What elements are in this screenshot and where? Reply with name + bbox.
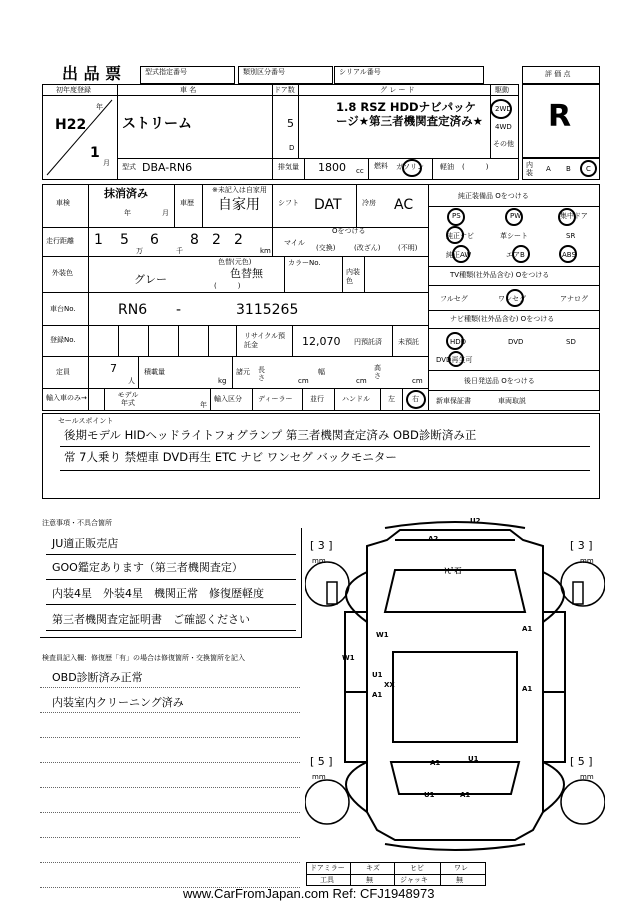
int-c-circle xyxy=(580,160,597,177)
grade-label: グ レ ー ド xyxy=(380,86,415,94)
post-manual: 車両取説 xyxy=(498,397,526,405)
damage-label: U1 xyxy=(372,671,383,679)
capacity-label: 定員 xyxy=(56,368,70,376)
tire-rl-mm: mm xyxy=(312,773,326,781)
class-code-field: 類別区分番号 xyxy=(238,66,333,84)
mileage-label: 走行距離 xyxy=(46,237,74,245)
door-mirror-label: ドアミラー xyxy=(310,864,345,872)
history-value: 自家用 xyxy=(218,197,260,213)
diesel-label: 軽油 xyxy=(440,163,454,171)
break-label: ワレ xyxy=(454,864,468,872)
inspect-year: 年 xyxy=(124,209,131,217)
equip-abs-circle xyxy=(559,245,577,263)
scratch-label: キズ xyxy=(366,864,380,872)
first-reg-year: H22 xyxy=(55,117,87,133)
car-name-label: 車 名 xyxy=(180,86,197,94)
first-reg-label: 初年度登録 xyxy=(56,86,91,94)
equip-airbag: エアB xyxy=(506,251,525,259)
tools-label: 工具 xyxy=(320,876,334,884)
jack-value: 無 xyxy=(456,876,463,884)
page-title: 出 品 票 xyxy=(62,64,122,83)
equip-leather: 革シート xyxy=(500,232,528,240)
unknown-option: (不明) xyxy=(398,244,418,252)
drive-2wd-circle xyxy=(490,99,512,119)
equip-alloy: 純正AW xyxy=(446,251,472,259)
tire-fl-depth: 3 xyxy=(317,539,325,552)
inspector-note: OBD診断済み正常 xyxy=(52,671,143,684)
navi-title: ナビ種類(社外品含む) Oをつける xyxy=(450,315,555,323)
doors-value: 5 xyxy=(287,117,294,130)
dvd-playback: DVD再生可 xyxy=(436,356,473,364)
model-code-field: 型式指定番号 xyxy=(140,66,235,84)
post-warranty: 新車保証書 xyxy=(436,397,471,405)
cc-unit: cc xyxy=(356,167,364,175)
history-note: ※未記入は自家用 xyxy=(212,186,267,194)
sales-line-2: 常 7人乗り 禁煙車 DVD再生 ETC ナビ ワンセグ バックモニター xyxy=(64,450,397,464)
disp-label: 排気量 xyxy=(278,163,299,171)
import-label: 輸入車のみ→ xyxy=(46,394,87,402)
tire-rl-depth: 5 xyxy=(317,755,325,768)
drive-4wd: 4WD xyxy=(495,123,512,131)
equip-ps: PS xyxy=(452,212,461,220)
ac-label: 冷房 xyxy=(362,199,376,207)
mileage-digit: 6 xyxy=(150,232,159,248)
history-label: 車歴 xyxy=(180,199,194,207)
color-no-label: カラーNo. xyxy=(288,259,321,267)
doors-label: ドア数 xyxy=(274,86,295,94)
shift-label: シフト xyxy=(278,199,299,207)
model-label: 型式 xyxy=(122,163,136,171)
color-change-value: 色替無 xyxy=(230,267,263,280)
handle-right: 右 xyxy=(412,395,419,403)
post-title: 後日発送品 Oをつける xyxy=(464,377,535,385)
grade-value: 1.8 RSZ HDDナビパッケージ★第三者機関査定済み★ xyxy=(336,100,483,128)
inspect-month: 月 xyxy=(162,209,169,217)
dealer-option: ディーラー xyxy=(258,395,293,403)
height-label: 高さ xyxy=(374,364,381,380)
car-diagram xyxy=(305,512,605,857)
dvd-playback-circle xyxy=(448,351,464,367)
km-unit: km xyxy=(260,247,271,255)
chassis-number: 3115265 xyxy=(236,302,299,318)
bracket: [ xyxy=(570,539,575,552)
ac-value: AC xyxy=(394,197,414,213)
recycle-unpaid: 未預託 xyxy=(398,338,419,346)
fuel-circle xyxy=(402,159,422,177)
int-c: C xyxy=(586,165,591,173)
car-name: ストリーム xyxy=(122,116,192,132)
tire-rr-mm: mm xyxy=(580,773,594,781)
length-cm: cm xyxy=(298,377,309,385)
diesel-paren: ( ) xyxy=(462,163,489,171)
tire-fl-mm: mm xyxy=(312,557,326,565)
note-item: GOO鑑定あります（第三者機関査定） xyxy=(52,561,243,574)
notes-label: 注意事項・不具合箇所 xyxy=(42,519,112,527)
damage-label: A1 xyxy=(460,791,471,799)
tv-fullseg: フルセグ xyxy=(440,295,468,303)
chassis-dash: - xyxy=(176,302,182,318)
damage-label: XX xyxy=(384,681,395,689)
equip-title: 純正装備品 Oをつける xyxy=(458,192,529,200)
damage-label: U1 xyxy=(424,791,435,799)
width-cm: cm xyxy=(356,377,367,385)
equip-pw-circle xyxy=(505,208,523,226)
equip-ps-circle xyxy=(447,208,465,226)
damage-label: U1 xyxy=(468,755,479,763)
model-value: DBA-RN6 xyxy=(142,161,193,174)
navi-sd: SD xyxy=(566,338,576,346)
mileage-digit: 8 xyxy=(190,232,199,248)
damage-label: W1 xyxy=(376,631,389,639)
dims-label: 諸元 xyxy=(236,368,250,376)
kg-unit: kg xyxy=(218,377,227,385)
chassis-prefix: RN6 xyxy=(118,302,148,318)
exchange-option: (交換) xyxy=(316,244,336,252)
equip-navi: 純正ナビ xyxy=(446,232,474,240)
recycle-value: 12,070 xyxy=(302,335,341,348)
capacity-value: 7 xyxy=(110,362,117,375)
damage-label: ﾄﾋﾞ石 xyxy=(444,567,462,575)
int-b: B xyxy=(566,165,571,173)
model-year-label: モデル年式 xyxy=(117,391,139,407)
sen-unit: 千 xyxy=(176,247,183,255)
fuel-value: ガソリン xyxy=(396,163,424,171)
navi-hdd-circle xyxy=(446,332,467,350)
parallel-option: 並行 xyxy=(310,395,324,403)
equip-alloy-circle xyxy=(452,245,470,263)
score-value: R xyxy=(548,99,572,134)
displacement: 1800 xyxy=(318,161,346,174)
length-label: 長さ xyxy=(258,366,265,382)
height-cm: cm xyxy=(412,377,423,385)
color-paren: ( ) xyxy=(214,282,241,290)
inspector-note: 内装室内クリーニング済み xyxy=(52,696,184,709)
mileage-digit: 2 xyxy=(234,232,243,248)
reg-diagonal xyxy=(42,95,117,180)
equip-abs: ABS xyxy=(562,251,576,259)
inspect-value: 抹消済み xyxy=(104,187,148,200)
door-unit: D xyxy=(289,144,295,152)
color-label: 外装色 xyxy=(52,269,73,277)
fuel-label: 燃料 xyxy=(374,162,388,170)
first-reg-month: 1 xyxy=(90,145,100,161)
damage-label: A1 xyxy=(522,625,533,633)
damage-label: W1 xyxy=(342,654,355,662)
equip-airbag-circle xyxy=(512,245,530,263)
crack-label: ヒビ xyxy=(410,864,424,872)
tamper-option: (改ざん) xyxy=(354,244,381,252)
chassis-label: 車台No. xyxy=(50,305,76,313)
mileage-digit: 1 xyxy=(94,232,103,248)
watermark: www.CarFromJapan.com Ref: CFJ1948973 xyxy=(183,886,435,901)
navi-hdd: HDD xyxy=(450,338,467,346)
bracket: [ xyxy=(310,539,315,552)
tv-oneseg-circle xyxy=(506,289,524,307)
month-unit: 月 xyxy=(103,159,110,167)
handle-right-circle xyxy=(406,390,426,409)
tools-value: 無 xyxy=(366,876,373,884)
recycle-label: リサイクル預託金 xyxy=(244,332,286,349)
bracket: ] xyxy=(588,539,593,552)
bracket: ] xyxy=(328,539,333,552)
damage-label: A1 xyxy=(522,685,533,693)
navi-dvd: DVD xyxy=(508,338,524,346)
serial-field: シリアル番号 xyxy=(334,66,484,84)
bracket: [ xyxy=(570,755,575,768)
damage-label: U2 xyxy=(470,517,481,525)
score-header: 評 価 点 xyxy=(522,66,600,84)
note-item: 内装4星 外装4星 機関正常 修復歴軽度 xyxy=(52,587,264,600)
model-year-unit: 年 xyxy=(200,401,207,409)
load-label: 積載量 xyxy=(144,368,165,376)
interior-label: 内装 xyxy=(526,161,533,177)
color-value: グレー xyxy=(134,273,167,286)
bracket: [ xyxy=(310,755,315,768)
drive-label: 駆動 xyxy=(495,86,509,94)
handle-left: 左 xyxy=(388,395,395,403)
equip-pw: PW xyxy=(510,212,522,220)
recycle-paid: 円預託済 xyxy=(354,338,382,346)
sales-label: セールスポイント xyxy=(58,417,114,425)
drive-other: その他 xyxy=(493,140,514,148)
year-unit: 年 xyxy=(96,103,103,111)
inspect-label: 車検 xyxy=(56,199,70,207)
tire-rr-depth: 5 xyxy=(577,755,585,768)
man-unit: 万 xyxy=(136,247,143,255)
drive-2wd: 2WD xyxy=(495,105,512,113)
equip-central-lock-circle xyxy=(558,208,576,226)
reg-no-label: 登録No. xyxy=(50,336,76,344)
capacity-unit: 人 xyxy=(128,377,135,385)
tv-oneseg: ワンセグ xyxy=(498,295,526,303)
bracket: ] xyxy=(328,755,333,768)
inspector-label: 検査員記入欄：修復歴「有」の場合は修復箇所・交換箇所を記入 xyxy=(42,654,245,662)
jack-label: ジャッキ xyxy=(400,876,428,884)
width-label: 幅 xyxy=(318,368,325,376)
mileage-digit: 2 xyxy=(212,232,221,248)
equip-central-lock: 集中ドア xyxy=(560,212,588,220)
mileage-digit: 5 xyxy=(120,232,129,248)
handle-label: ハンドル xyxy=(342,395,370,403)
note-item: 第三者機関査定証明書 ご確認ください xyxy=(52,613,250,626)
mile-label: マイル xyxy=(284,239,305,247)
int-color-label: 内装色 xyxy=(346,268,360,285)
note-item: JU適正販売店 xyxy=(52,537,119,550)
int-a: A xyxy=(546,165,551,173)
shift-value: DAT xyxy=(314,197,342,213)
equip-navi-circle xyxy=(446,226,464,244)
bracket: ] xyxy=(588,755,593,768)
color-change-label: 色替(元色) xyxy=(218,258,252,266)
damage-label: A1 xyxy=(430,759,441,767)
tv-title: TV種類(社外品含む) Oをつける xyxy=(450,271,550,279)
tire-fr-mm: mm xyxy=(580,557,594,565)
damage-label: A2 xyxy=(428,535,439,543)
import-div-label: 輸入区分 xyxy=(214,395,242,403)
tire-fr-depth: 3 xyxy=(577,539,585,552)
tv-analog: アナログ xyxy=(560,295,588,303)
mileage-note: Oをつける xyxy=(332,227,366,235)
equip-sunroof: SR xyxy=(566,232,576,240)
sales-line-1: 後期モデル HIDヘッドライトフォグランプ 第三者機関査定済み OBD診断済み正 xyxy=(64,428,477,442)
damage-label: A1 xyxy=(372,691,383,699)
